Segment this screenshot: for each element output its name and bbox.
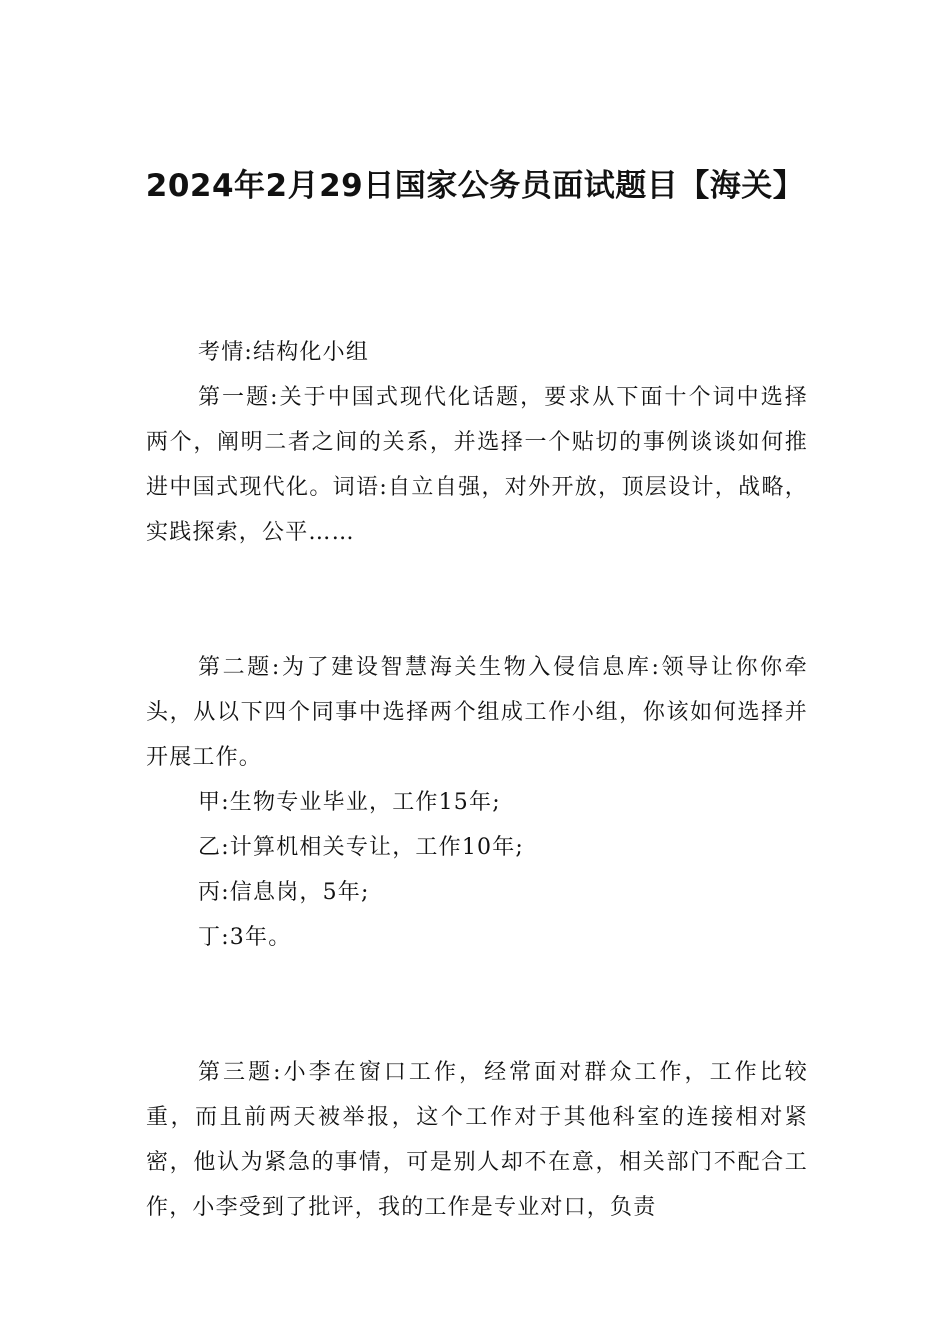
question-one-paragraph: 第一题:关于中国式现代化话题，要求从下面十个词中选择两个，阐明二者之间的关系，并选择一个贴切的事例谈谈如何推进中国式现代化。词语:自立自强，对外开放，顶层设计，战略，实践探索，公平……: [146, 385, 808, 545]
candidate-ding-line: 丁:3年。: [198, 925, 292, 950]
paragraph-spacer: [146, 960, 808, 1050]
exam-info-paragraph: 考情:结构化小组: [198, 340, 370, 365]
candidate-yi-line: 乙:计算机相关专让，工作10年;: [198, 835, 525, 860]
candidate-bing-line: 丙:信息岗，5年;: [198, 880, 370, 905]
question-two-paragraph: 第二题:为了建设智慧海关生物入侵信息库:领导让你你牵头，从以下四个同事中选择两个组成工作小组，你该如何选择并开展工作。: [146, 655, 808, 770]
question-three-paragraph: 第三题:小李在窗口工作，经常面对群众工作，工作比较重，而且前两天被举报，这个工作对于其他科室的连接相对紧密，他认为紧急的事情，可是别人却不在意，相关部门不配合工作，小李受到了批评，我的工作是专业对口，负责: [146, 1060, 808, 1220]
candidate-jia-line: 甲:生物专业毕业，工作15年;: [198, 790, 501, 815]
document-body: [146, 330, 808, 1230]
paragraph-spacer: [146, 555, 808, 645]
document-title: 2024年2月29日国家公务员面试题目【海关】: [145, 168, 805, 204]
